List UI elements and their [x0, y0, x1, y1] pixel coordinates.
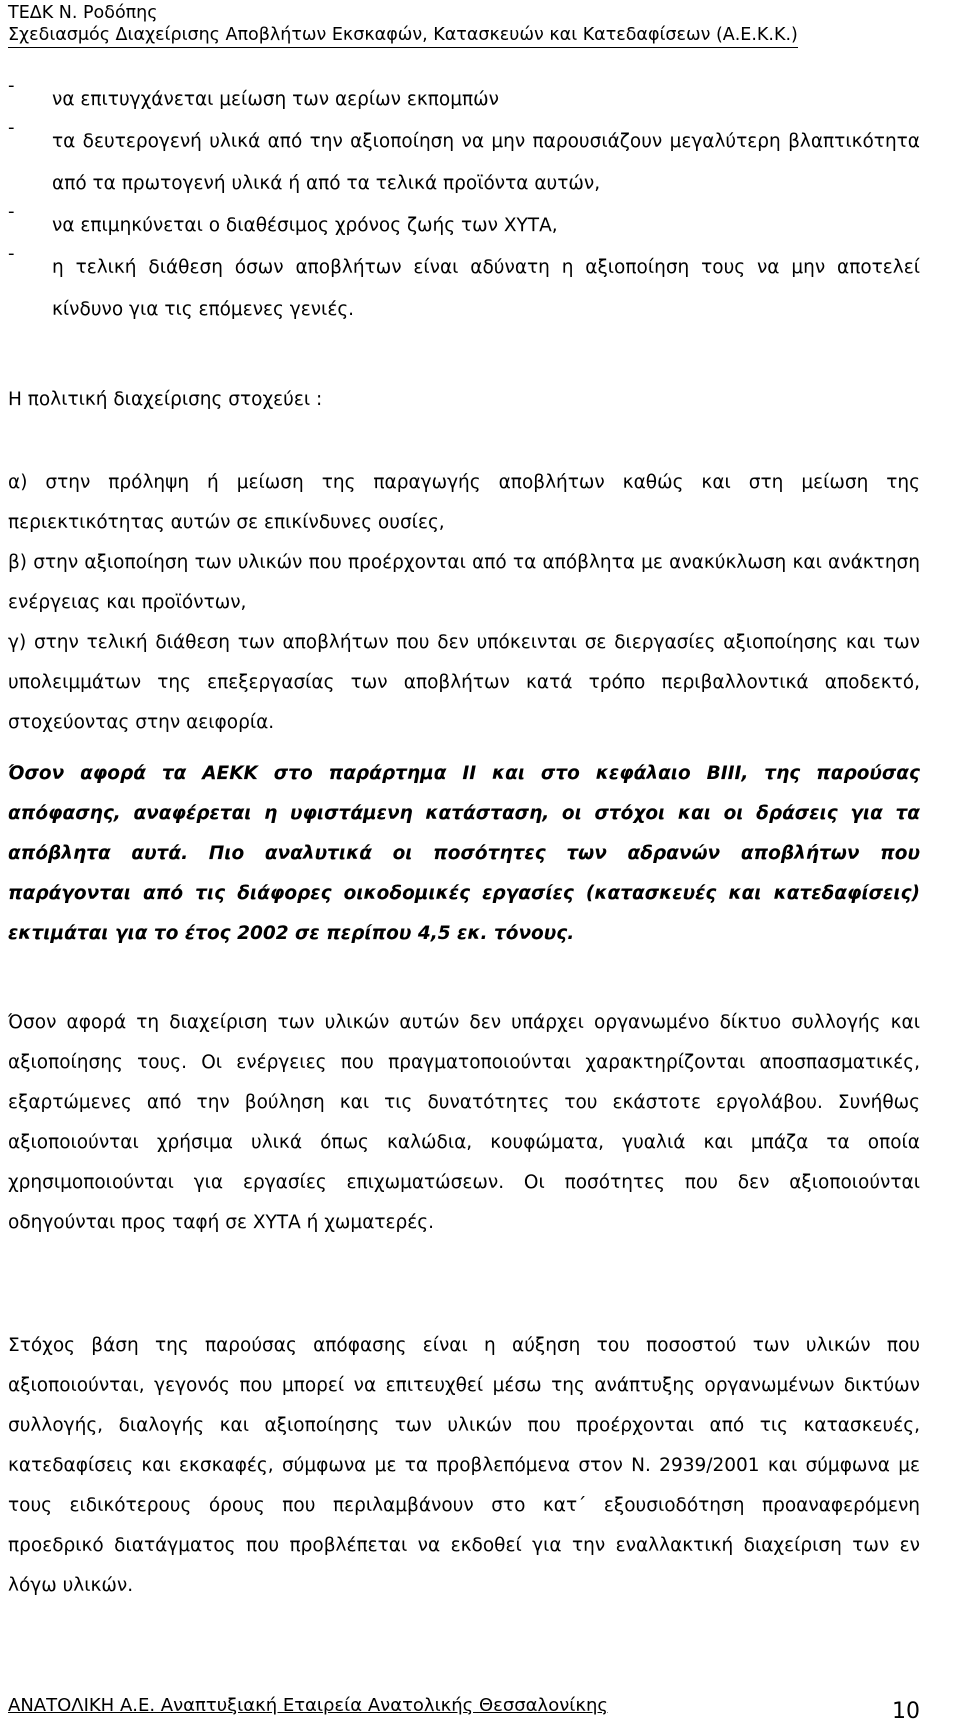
goal-paragraph: Στόχος βάση της παρούσας απόφασης είναι η αύξηση του ποσοστού των υλικών που αξιοποιούνται, γεγονός που μπορεί να επιτευχθεί μέσω της ανάπτυξης οργανωμένων δικτύων συλλογής, διαλογής και αξιοποίησης των υλικών που προέρχονται από τις κατασκευές, κατεδαφίσεις και εκσκαφές, σύμφωνα με τα προβλεπόμενα στον Ν. 2939/2001 και σύμφωνα με τους ειδικότερους όρους που περιλαμβάνουν στο κατ΄ εξουσιοδότηση προαναφερόμενη προεδρικό διατάγματος που προβλέπεται να εκδοθεί για την εναλλακτική διαχείριση των εν λόγω υλικών. — [8, 1335, 920, 1596]
bullet-text: η τελική διάθεση όσων αποβλήτων είναι αδύνατη η αξιοποίηση τους να μην αποτελεί κίνδυνο για τις επόμενες γενιές. — [52, 257, 920, 320]
bullet-dash: - — [8, 201, 15, 222]
bullet-dash: - — [8, 75, 15, 96]
management-section — [8, 1003, 920, 1243]
bullet-list — [8, 75, 920, 331]
bullet-dash: - — [8, 243, 15, 264]
bullet-text: να επιτυγχάνεται μείωση των αερίων εκπομπών — [52, 89, 499, 110]
page-footer — [8, 1694, 920, 1724]
footer-company: ΑΝΑΤΟΛΙΚΗ Α.Ε. Αναπτυξιακή Εταιρεία Ανατολικής Θεσσαλονίκης — [8, 1695, 608, 1716]
goal-section — [8, 1326, 920, 1606]
policy-item-c: γ) στην τελική διάθεση των αποβλήτων που δεν υπόκεινται σε διεργασίες αξιοποίησης και των υπολειμμάτων της επεξεργασίας των αποβλήτων κατά τρόπο περιβαλλοντικά αποδεκτό, στοχεύοντας στην αειφορία. — [8, 632, 920, 733]
management-paragraph: Όσον αφορά τη διαχείριση των υλικών αυτών δεν υπάρχει οργανωμένο δίκτυο συλλογής και αξιοποίησης τους. Οι ενέργειες που πραγματοποιούνται χαρακτηρίζονται αποσπασματικές, εξαρτώμενες από την βούληση και τις δυνατότητες του εκάστοτε εργολάβου. Συνήθως αξιοποιούνται χρήσιμα υλικά όπως καλώδια, κουφώματα, γυαλιά και μπάζα τα οποία χρησιμοποιούνται για εργασίες επιχωματώσεων. Οι ποσότητες που δεν αξιοποιούνται οδηγούνται προς ταφή σε ΧΥΤΑ ή χωματερές. — [8, 1012, 920, 1233]
policy-list — [8, 463, 920, 743]
policy-intro — [8, 380, 920, 420]
bullet-dash: - — [8, 117, 15, 138]
bullet-text: να επιμηκύνεται ο διαθέσιμος χρόνος ζωής των ΧΥΤΑ, — [52, 215, 558, 236]
page-header — [8, 2, 798, 48]
bullet-text: τα δευτερογενή υλικά από την αξιοποίηση να μην παρουσιάζουν μεγαλύτερη βλαπτικότητα από τα πρωτογενή υλικά ή από τα τελικά προϊόντα αυτών, — [52, 131, 920, 194]
header-organization: ΤΕΔΚ Ν. Ροδόπης — [8, 3, 158, 23]
bullet-item — [8, 117, 920, 205]
page-number: 10 — [892, 1699, 920, 1724]
bullet-item — [8, 75, 920, 121]
bullet-item — [8, 201, 920, 247]
aekk-section — [8, 754, 920, 954]
bullet-item — [8, 243, 920, 331]
policy-item-b: β) στην αξιοποίηση των υλικών που προέρχονται από τα απόβλητα με ανακύκλωση και ανάκτηση ενέργειας και προϊόντων, — [8, 552, 920, 613]
aekk-paragraph: Όσον αφορά τα ΑΕΚΚ στο παράρτημα ΙΙ και στο κεφάλαιο ΒΙΙΙ, της παρούσας απόφασης, αναφέρεται η υφιστάμενη κατάσταση, οι στόχοι και οι δράσεις για τα απόβλητα αυτά. Πιο αναλυτικά οι ποσότητες των αδρανών αποβλήτων που παράγονται από τις διάφορες οικοδομικές εργασίες (κατασκευές και κατεδαφίσεις) εκτιμάται για το έτος 2002 σε περίπου 4,5 εκ. τόνους. — [8, 763, 920, 944]
header-document-title: Σχεδιασμός Διαχείρισης Αποβλήτων Εκσκαφών, Κατασκευών και Κατεδαφίσεων (Α.Ε.Κ.Κ.) — [8, 24, 798, 48]
policy-item-a: α) στην πρόληψη ή μείωση της παραγωγής αποβλήτων καθώς και στη μείωση της περιεκτικότητας αυτών σε επικίνδυνες ουσίες, — [8, 472, 920, 533]
policy-intro-text: Η πολιτική διαχείρισης στοχεύει : — [8, 389, 323, 410]
